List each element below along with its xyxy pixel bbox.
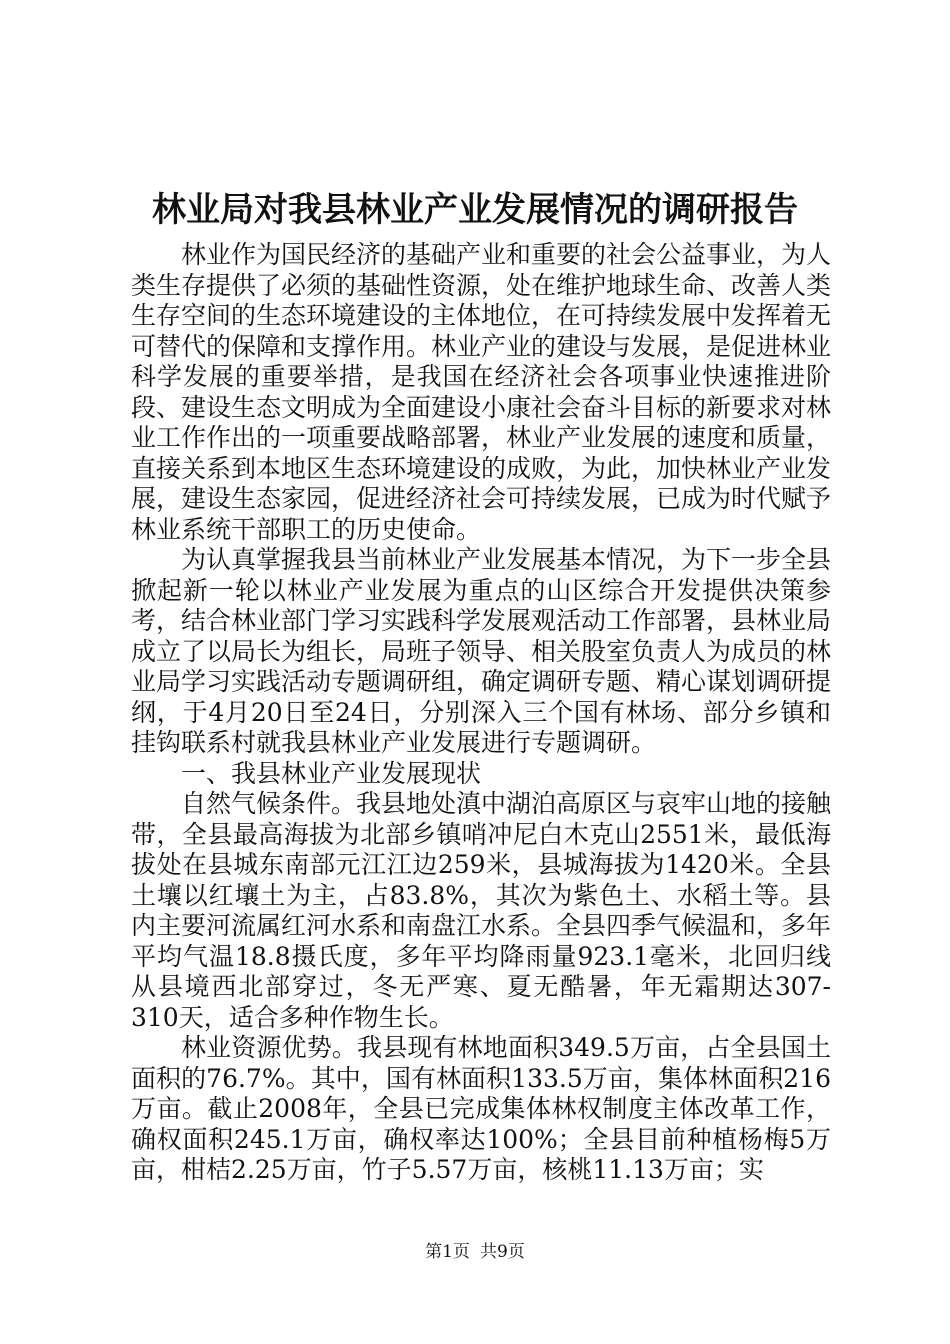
- section-paragraph-2: 林业资源优势。我县现有林地面积349.5万亩，占全县国土面积的76.7%。其中，国有林面积133.5万亩，集体林面积216万亩。截止2008年，全县已完成集体林权制度主体改革工作，确权面积245.1万亩，确权率达100%；全县目前种植杨梅5万亩，柑桔2.25万亩，竹子5.57万亩，核桃11.13万亩；实: [131, 1033, 831, 1184]
- page-footer: [0, 1240, 950, 1264]
- page-total: 共9页: [480, 1242, 525, 1262]
- section-heading: 一、我县林业产业发展现状: [181, 758, 482, 788]
- body-paragraph-1: 林业作为国民经济的基础产业和重要的社会公益事业，为人类生存提供了必须的基础性资源，处在维护地球生命、改善人类生存空间的生态环境建设的主体地位，在可持续发展中发挥着无可替代的保障和支撑作用。林业产业的建设与发展，是促进林业科学发展的重要举措，是我国在经济社会各项事业快速推进阶段、建设生态文明成为全面建设小康社会奋斗目标的新要求对林业工作作出的一项重要战略部署，林业产业发展的速度和质量，直接关系到本地区生态环境建设的成败，为此，加快林业产业发展，建设生态家园，促进经济社会可持续发展，已成为时代赋予林业系统干部职工的历史使命。: [131, 240, 832, 544]
- body-paragraph-2: 为认真掌握我县当前林业产业发展基本情况，为下一步全县掀起新一轮以林业产业发展为重点的山区综合开发提供决策参考，结合林业部门学习实践科学发展观活动工作部署，县林业局成立了以局长为组长，局班子领导、相关股室负责人为成员的林业局学习实践活动专题调研组，确定调研专题、精心谋划调研提纲，于4月20日至24日，分别深入三个国有林场、部分乡镇和挂钩联系村就我县林业产业发展进行专题调研。: [131, 545, 832, 757]
- section-paragraph-1: 自然气候条件。我县地处滇中湖泊高原区与哀牢山地的接触带，全县最高海拔为北部乡镇哨冲尼白木克山2551米，最低海拔处在县城东南部元江江边259米，县城海拔为1420米。全县土壤以红壤土为主，占83.8%，其次为紫色土、水稻土等。县内主要河流属红河水系和南盘江水系。全县四季气候温和，多年平均气温18.8摄氏度，多年平均降雨量923.1毫米，北回归线从县境西北部穿过，冬无严寒、夏无酷暑，年无霜期达307-310天，适合多种作物生长。: [131, 789, 832, 1032]
- page-number: 第1页: [425, 1242, 470, 1262]
- document-body: [131, 240, 831, 1186]
- document-title: 林业局对我县林业产业发展情况的调研报告: [152, 190, 798, 230]
